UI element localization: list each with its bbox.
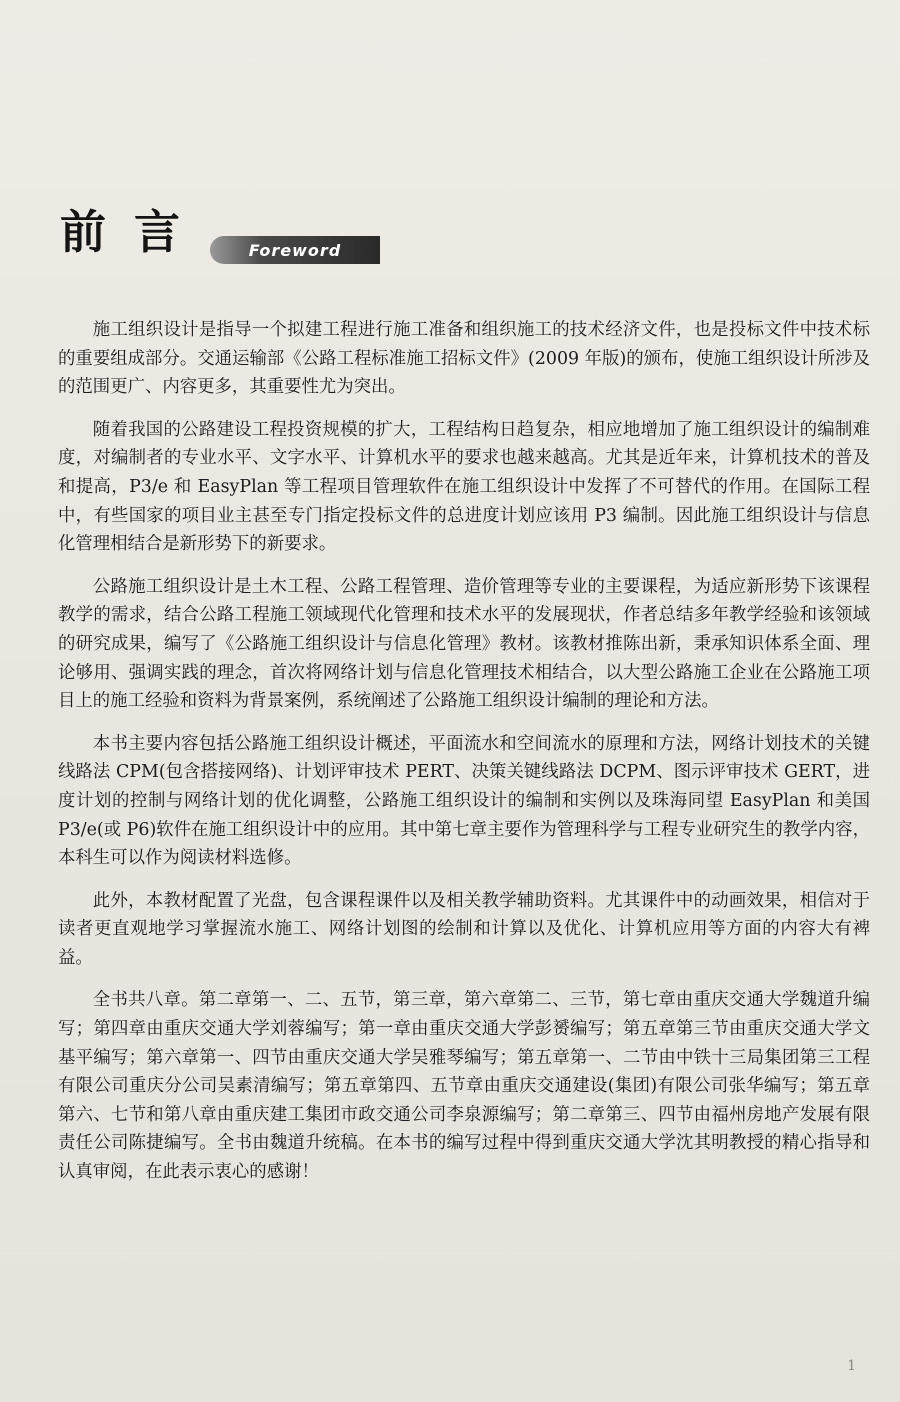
body-text (58, 316, 870, 1201)
paragraph-6: 全书共八章。第二章第一、二、五节，第三章，第六章第二、三节，第七章由重庆交通大学魏道升编写；第四章由重庆交通大学刘蓉编写；第一章由重庆交通大学彭赟编写；第五章第三节由重庆交通大学文基平编写；第六章第一、四节由重庆交通大学吴雅琴编写；第五章第一、二节由中铁十三局集团第三工程有限公司重庆分公司吴素清编写；第五章第四、五节章由重庆交通建设(集团)有限公司张华编写；第五章第六、七节和第八章由重庆建工集团市政交通公司李泉源编写；第二章第三、四节由福州房地产发展有限责任公司陈捷编写。全书由魏道升统稿。在本书的编写过程中得到重庆交通大学沈其明教授的精心指导和认真审阅，在此表示衷心的感谢！ (58, 990, 870, 1183)
paragraph-1: 施工组织设计是指导一个拟建工程进行施工准备和组织施工的技术经济文件，也是投标文件中技术标的重要组成部分。交通运输部《公路工程标准施工招标文件》(2009 年版)的颁布，使施工组织设计所涉及的范围更广、内容更多，其重要性尤为突出。 (58, 320, 870, 398)
paragraph-2: 随着我国的公路建设工程投资规模的扩大，工程结构日趋复杂，相应地增加了施工组织设计的编制难度，对编制者的专业水平、文字水平、计算机水平的要求也越来越高。尤其是近年来，计算机技术的普及和提高，P3/e 和 EasyPlan 等工程项目管理软件在施工组织设计中发挥了不可替代的作用。在国际工程中，有些国家的项目业主甚至专门指定投标文件的总进度计划应该用 P3 编制。因此施工组织设计与信息化管理相结合是新形势下的新要求。 (58, 419, 870, 555)
foreword-label: Foreword (248, 240, 342, 260)
paragraph-4: 本书主要内容包括公路施工组织设计概述，平面流水和空间流水的原理和方法，网络计划技术的关键线路法 CPM(包含搭接网络)、计划评审技术 PERT、决策关键线路法 DCPM、图示评审技术 GERT，进度计划的控制与网络计划的优化调整，公路施工组织设计的编制和实例以及珠海同望 EasyPlan 和美国 P3/e(或 P6)软件在施工组织设计中的应用。其中第七章主要作为管理科学与工程专业研究生的教学内容，本科生可以作为阅读材料选修。 (58, 733, 870, 869)
page-number: 1 (847, 1358, 856, 1374)
section-header (60, 200, 342, 264)
paragraph-3: 公路施工组织设计是土木工程、公路工程管理、造价管理等专业的主要课程，为适应新形势下该课程教学的需求，结合公路工程施工领域现代化管理和技术水平的发展现状，作者总结多年教学经验和该领域的研究成果，编写了《公路施工组织设计与信息化管理》教材。该教材推陈出新，秉承知识体系全面、理论够用、强调实践的理念，首次将网络计划与信息化管理技术相结合，以大型公路施工企业在公路施工项目上的施工经验和资料为背景案例，系统阐述了公路施工组织设计编制的理论和方法。 (58, 576, 870, 712)
paragraph-5: 此外，本教材配置了光盘，包含课程课件以及相关教学辅助资料。尤其课件中的动画效果，相信对于读者更直观地学习掌握流水施工、网络计划图的绘制和计算以及优化、计算机应用等方面的内容大有裨益。 (58, 890, 870, 968)
page-title: 前 言 (60, 205, 187, 259)
foreword-badge (210, 236, 380, 264)
